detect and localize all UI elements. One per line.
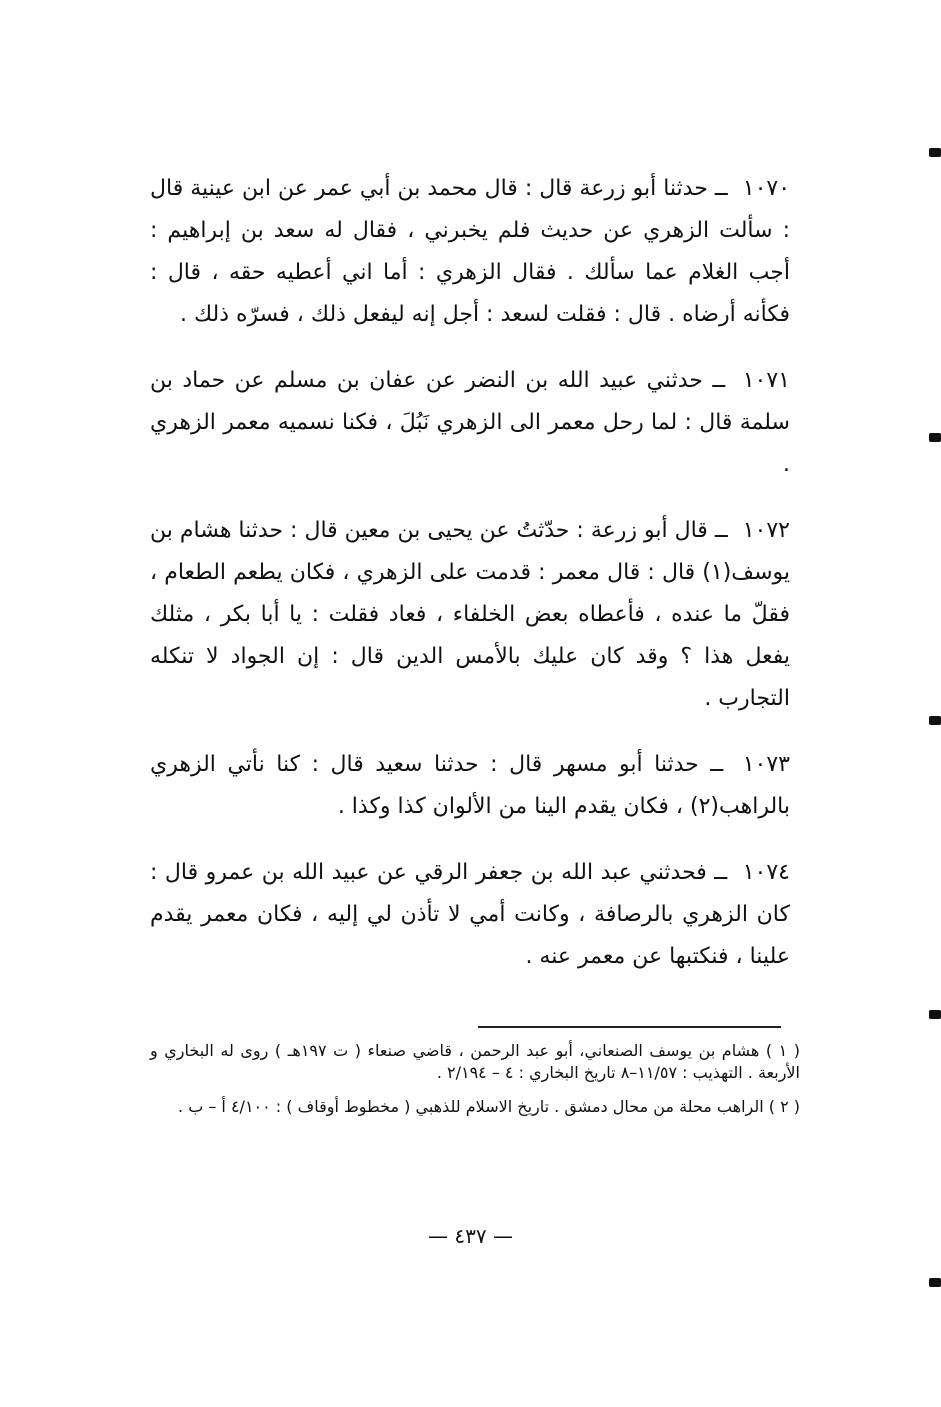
paragraph-1070 bbox=[150, 168, 790, 336]
footnotes bbox=[150, 1040, 800, 1130]
scan-edge-mark bbox=[929, 1010, 941, 1019]
paragraph-number: ١٠٧٠ bbox=[742, 176, 791, 201]
paragraph-text: ــ حدثني عبيد الله بن النضر عن عفان بن مسلم عن حماد بن سلمة قال : لما رحل معمر الى الزهري نَبُلَ ، فكنا نسميه معمر الزهري . bbox=[150, 368, 790, 477]
paragraph-number: ١٠٧٤ bbox=[742, 860, 790, 885]
scan-edge-mark bbox=[929, 1278, 941, 1287]
footnote-1: ( ١ ) هشام بن يوسف الصنعاني، أبو عبد الرحمن ، قاضي صنعاء ( ت ١٩٧هـ ) روى له البخاري و الأربعة . التهذيب : ١١/٥٧–٨ تاريخ البخاري : ٤ – ٢/١٩٤ . bbox=[150, 1041, 800, 1082]
paragraph-text: ــ قال أبو زرعة : حدّثتُ عن يحيى بن معين قال : حدثنا هشام بن يوسف(١) قال : قال معمر : قدمت على الزهري ، فكان يطعم الطعام ، فقلّ ما عنده ، فأعطاه بعض الخلفاء ، فعاد فقلت : يا أبا بكر ، مثلك يفعل هذا ؟ وقد كان عليك بالأمس الدين قال : إن الجواد لا تنكله التجارب . bbox=[150, 518, 790, 711]
scan-edge-mark bbox=[929, 148, 941, 157]
paragraph-text: ــ فحدثني عبد الله بن جعفر الرقي عن عبيد الله بن عمرو قال : كان الزهري بالرصافة ، وكانت أمي لا تأذن لي إليه ، فكان معمر يقدم علينا ، فنكتبها عن معمر عنه . bbox=[150, 860, 790, 969]
paragraph-number: ١٠٧٢ bbox=[742, 518, 790, 543]
paragraph-text: ــ حدثنا أبو زرعة قال : قال محمد بن أبي عمر عن ابن عينية قال : سألت الزهري عن حديث فلم يخبرني ، فقال له سعد بن إبراهيم : أجب الغلام عما سألك . فقال الزهري : أما اني أعطيه حقه ، قال : فكأنه أرضاه . قال : فقلت لسعد : أجل إنه ليفعل ذلك ، فسرّه ذلك . bbox=[150, 176, 790, 327]
paragraph-1072 bbox=[150, 510, 790, 720]
paragraph-1071 bbox=[150, 360, 790, 486]
footnote-2: ( ٢ ) الراهب محلة من محال دمشق . تاريخ الاسلام للذهبي ( مخطوط أوقاف ) : ٤/١٠٠ أ – ب . bbox=[178, 1097, 800, 1116]
paragraph-number: ١٠٧١ bbox=[742, 368, 790, 393]
page-number: — ٤٣٧ — bbox=[428, 1224, 513, 1248]
footnote-divider bbox=[478, 1026, 781, 1028]
main-text bbox=[150, 168, 790, 1002]
paragraph-1074 bbox=[150, 852, 790, 978]
scan-edge-mark bbox=[929, 433, 941, 442]
paragraph-text: ــ حدثنا أبو مسهر قال : حدثنا سعيد قال : كنا نأتي الزهري بالراهب(٢) ، فكان يقدم الينا من الألوان كذا وكذا . bbox=[150, 752, 790, 819]
paragraph-1073 bbox=[150, 744, 790, 828]
paragraph-number: ١٠٧٣ bbox=[742, 752, 790, 777]
scan-edge-mark bbox=[929, 716, 941, 725]
